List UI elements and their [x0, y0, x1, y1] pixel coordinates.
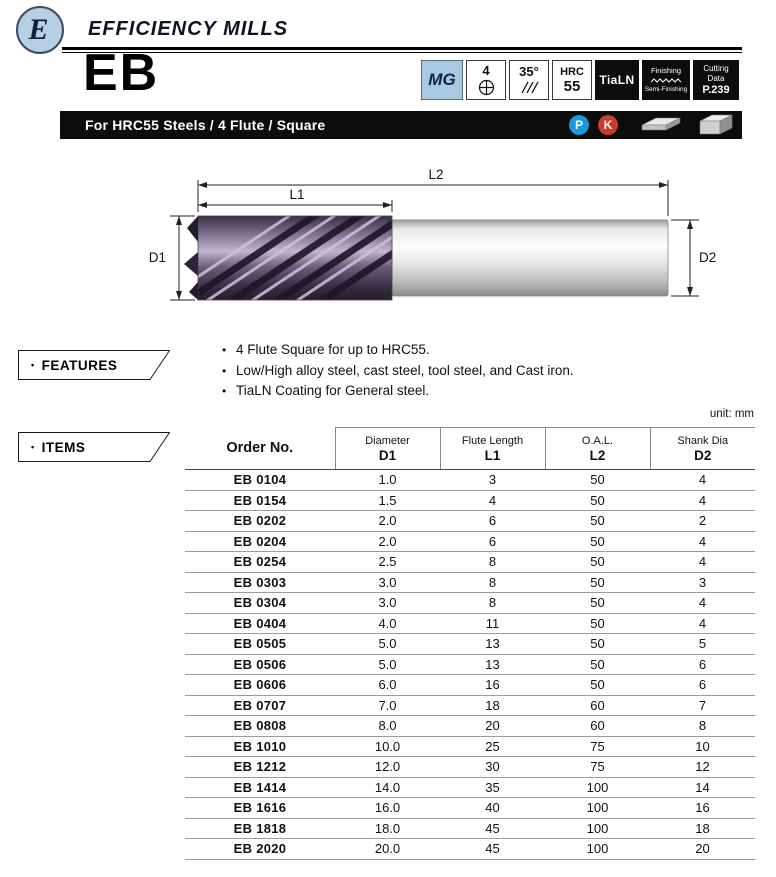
cell-value: 4	[650, 490, 755, 511]
cell-order-no: EB 1010	[185, 736, 335, 757]
cell-value: 100	[545, 798, 650, 819]
cell-value: 8	[650, 716, 755, 737]
cell-value: 2.0	[335, 531, 440, 552]
cell-order-no: EB 0707	[185, 695, 335, 716]
oal-header-sym: L2	[589, 448, 606, 463]
iso-k-badge: K	[598, 115, 618, 135]
series-logo-circle	[16, 6, 64, 54]
series-title: EFFICIENCY MILLS	[88, 18, 289, 40]
finishing-wave-icon	[650, 77, 682, 84]
cell-value: 50	[545, 511, 650, 532]
features-list	[222, 340, 574, 402]
items-table-body	[185, 470, 755, 860]
shank-dia-header-label: Shank Dia	[677, 435, 729, 447]
block-workpiece-icon	[696, 113, 736, 137]
table-row	[185, 675, 755, 696]
dim-label-d1: D1	[148, 250, 166, 265]
cell-order-no: EB 1212	[185, 757, 335, 778]
col-header-shank-dia	[650, 428, 755, 470]
cell-value: 14	[650, 777, 755, 798]
cell-value: 4	[440, 490, 545, 511]
cell-value: 16	[440, 675, 545, 696]
cutting-tip-teeth	[184, 216, 198, 300]
table-row	[185, 798, 755, 819]
cutting-data-label-2: Data	[707, 73, 725, 83]
flute-length-header-sym: L1	[484, 448, 501, 463]
items-label-text: ITEMS	[41, 439, 86, 455]
cell-value: 30	[440, 757, 545, 778]
table-row	[185, 470, 755, 491]
feature-item	[222, 340, 574, 361]
cell-value: 4	[650, 552, 755, 573]
badge-finishing	[642, 60, 690, 100]
cell-value: 13	[440, 654, 545, 675]
cell-value: 8.0	[335, 716, 440, 737]
cell-value: 2.5	[335, 552, 440, 573]
table-row	[185, 613, 755, 634]
cell-value: 13	[440, 634, 545, 655]
cell-value: 18	[440, 695, 545, 716]
feature-bullet: •	[222, 343, 227, 357]
subtitle-text: For HRC55 Steels / 4 Flute / Square	[85, 117, 326, 133]
feature-text: TiaLN Coating for General steel.	[236, 383, 430, 398]
cell-value: 3	[440, 470, 545, 491]
cell-value: 6	[440, 511, 545, 532]
dim-label-d2: D2	[699, 250, 717, 265]
cell-value: 4	[650, 470, 755, 491]
diameter-header-label: Diameter	[365, 435, 410, 447]
cell-value: 50	[545, 654, 650, 675]
end-mill-shank	[392, 220, 668, 296]
cell-order-no: EB 0104	[185, 470, 335, 491]
cell-value: 50	[545, 552, 650, 573]
cell-value: 18	[650, 818, 755, 839]
dim-label-l2: L2	[428, 167, 444, 182]
cell-value: 6	[650, 654, 755, 675]
cell-order-no: EB 0808	[185, 716, 335, 737]
table-row	[185, 695, 755, 716]
table-row	[185, 511, 755, 532]
feature-text: Low/High alloy steel, cast steel, tool steel, and Cast iron.	[236, 362, 574, 378]
cell-value: 60	[545, 695, 650, 716]
items-table	[185, 427, 755, 860]
badge-cutting-data	[693, 60, 739, 100]
cell-value: 6.0	[335, 675, 440, 696]
cell-order-no: EB 1616	[185, 798, 335, 819]
cell-value: 50	[545, 490, 650, 511]
table-row	[185, 572, 755, 593]
cell-value: 8	[440, 593, 545, 614]
unit-note: unit: mm	[709, 408, 754, 420]
cell-order-no: EB 0404	[185, 613, 335, 634]
cell-order-no: EB 0303	[185, 572, 335, 593]
coating-label: TiaLN	[599, 73, 635, 87]
table-row	[185, 777, 755, 798]
cell-value: 6	[440, 531, 545, 552]
badge-coating	[595, 60, 639, 100]
cell-value: 5.0	[335, 654, 440, 675]
cell-value: 75	[545, 757, 650, 778]
header-double-rule	[62, 47, 742, 53]
cell-value: 20	[650, 839, 755, 860]
cell-value: 7	[650, 695, 755, 716]
col-header-order-no	[185, 428, 335, 470]
cell-value: 4.0	[335, 613, 440, 634]
items-bullet: •	[31, 442, 35, 452]
feature-item	[222, 381, 574, 402]
cutting-data-label-1: Cutting	[703, 63, 729, 73]
cell-value: 2.0	[335, 511, 440, 532]
cell-order-no: EB 2020	[185, 839, 335, 860]
cell-order-no: EB 0154	[185, 490, 335, 511]
table-row	[185, 839, 755, 860]
cell-value: 60	[545, 716, 650, 737]
flute-cross-section-icon	[478, 79, 495, 96]
finishing-label: Finishing	[650, 66, 681, 75]
cell-value: 40	[440, 798, 545, 819]
cell-value: 50	[545, 593, 650, 614]
table-row	[185, 757, 755, 778]
cell-order-no: EB 0304	[185, 593, 335, 614]
cell-value: 20.0	[335, 839, 440, 860]
cell-value: 3	[650, 572, 755, 593]
feature-bullet: •	[222, 384, 227, 398]
cell-value: 5.0	[335, 634, 440, 655]
flute-count-label: 4	[482, 63, 490, 78]
cell-value: 45	[440, 839, 545, 860]
cell-value: 20	[440, 716, 545, 737]
hardness-value-label: 55	[563, 77, 581, 95]
table-row	[185, 634, 755, 655]
col-header-diameter	[335, 428, 440, 470]
cell-value: 4	[650, 593, 755, 614]
hardness-unit-label: HRC	[560, 65, 584, 78]
cell-order-no: EB 0204	[185, 531, 335, 552]
items-tab	[18, 432, 170, 462]
table-row	[185, 490, 755, 511]
order-no-header-text: Order No.	[226, 440, 294, 457]
badge-flute-count	[466, 60, 506, 100]
cell-value: 3.0	[335, 572, 440, 593]
cell-value: 1.5	[335, 490, 440, 511]
cell-value: 7.0	[335, 695, 440, 716]
table-row	[185, 736, 755, 757]
cell-value: 12.0	[335, 757, 440, 778]
items-table-header	[185, 428, 755, 470]
helix-angle-icon	[519, 80, 539, 95]
cell-order-no: EB 1414	[185, 777, 335, 798]
feature-item	[222, 361, 574, 382]
cell-value: 100	[545, 818, 650, 839]
cell-value: 6	[650, 675, 755, 696]
subtitle-bar	[60, 111, 742, 139]
cell-value: 1.0	[335, 470, 440, 491]
series-logo-letter: E	[28, 13, 49, 46]
cell-value: 3.0	[335, 593, 440, 614]
cell-value: 50	[545, 675, 650, 696]
cell-value: 100	[545, 777, 650, 798]
cell-value: 16.0	[335, 798, 440, 819]
cell-order-no: EB 0254	[185, 552, 335, 573]
flute-length-header-label: Flute Length	[461, 435, 524, 447]
cell-order-no: EB 0506	[185, 654, 335, 675]
cell-value: 8	[440, 572, 545, 593]
table-row	[185, 593, 755, 614]
cell-value: 16	[650, 798, 755, 819]
feature-text: 4 Flute Square for up to HRC55.	[236, 342, 430, 357]
cell-value: 10	[650, 736, 755, 757]
spec-badges	[421, 60, 739, 100]
shank-dia-header-sym: D2	[694, 448, 712, 463]
cell-value: 10.0	[335, 736, 440, 757]
table-row	[185, 654, 755, 675]
items-label	[18, 432, 170, 462]
cell-order-no: EB 0202	[185, 511, 335, 532]
features-bullet: •	[31, 360, 35, 370]
dim-label-l1: L1	[289, 187, 305, 202]
cell-order-no: EB 0606	[185, 675, 335, 696]
material-grade-label: MG	[428, 70, 456, 89]
model-title: EB	[83, 44, 160, 102]
cell-value: 50	[545, 531, 650, 552]
cell-value: 12	[650, 757, 755, 778]
iso-p-badge: P	[569, 115, 589, 135]
cell-value: 50	[545, 572, 650, 593]
cell-value: 8	[440, 552, 545, 573]
end-mill-diagram	[0, 150, 776, 348]
table-row	[185, 818, 755, 839]
cell-value: 18.0	[335, 818, 440, 839]
table-row	[185, 552, 755, 573]
cell-value: 50	[545, 470, 650, 491]
cell-value: 2	[650, 511, 755, 532]
cell-value: 25	[440, 736, 545, 757]
diameter-header-sym: D1	[378, 448, 397, 463]
cell-value: 45	[440, 818, 545, 839]
table-row	[185, 716, 755, 737]
cell-value: 50	[545, 613, 650, 634]
features-tab	[18, 350, 170, 380]
cell-value: 75	[545, 736, 650, 757]
cell-order-no: EB 1818	[185, 818, 335, 839]
cell-value: 4	[650, 531, 755, 552]
semi-finishing-label: Semi-Finishing	[644, 86, 688, 93]
cell-value: 50	[545, 634, 650, 655]
cell-value: 100	[545, 839, 650, 860]
col-header-flute-length	[440, 428, 545, 470]
cell-value: 4	[650, 613, 755, 634]
helix-angle-label: 35°	[519, 64, 539, 79]
cell-order-no: EB 0505	[185, 634, 335, 655]
cutting-data-page: P.239	[702, 83, 730, 96]
cell-value: 5	[650, 634, 755, 655]
feature-bullet: •	[222, 363, 227, 378]
plate-workpiece-icon	[640, 116, 682, 134]
badge-hardness	[552, 60, 592, 100]
col-header-oal	[545, 428, 650, 470]
cell-value: 35	[440, 777, 545, 798]
features-label-text: FEATURES	[41, 357, 118, 373]
badge-helix-angle	[509, 60, 549, 100]
table-row	[185, 531, 755, 552]
features-label	[18, 350, 170, 380]
cell-value: 14.0	[335, 777, 440, 798]
badge-material-grade	[421, 60, 463, 100]
cell-value: 11	[440, 613, 545, 634]
oal-header-label: O.A.L.	[581, 435, 614, 447]
